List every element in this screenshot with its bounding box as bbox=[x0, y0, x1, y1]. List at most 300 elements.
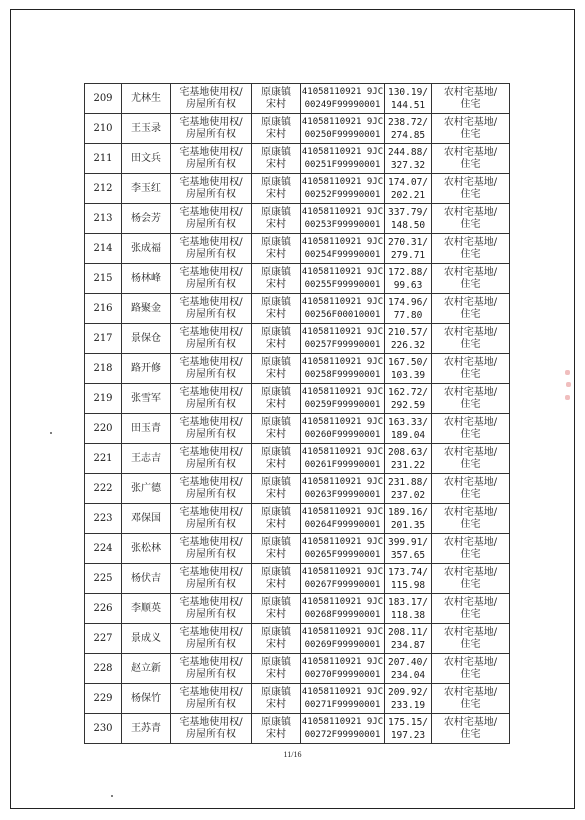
location-line: 宋村 bbox=[266, 608, 286, 620]
right-type-cell bbox=[171, 84, 252, 114]
area-value-line: 173.74/ bbox=[387, 566, 429, 578]
unit-code-line: 00271F99990001 bbox=[304, 699, 381, 710]
area-value-line: 163.33/ bbox=[387, 416, 429, 428]
area-value-line: 399.91/ bbox=[387, 536, 429, 548]
right-type-line: 宅基地使用权/ bbox=[179, 536, 243, 548]
location-line: 宋村 bbox=[266, 698, 286, 710]
location-line: 原康镇 bbox=[261, 356, 291, 368]
location-line: 原康镇 bbox=[261, 176, 291, 188]
land-use-cell bbox=[432, 354, 510, 384]
right-type-line: 房屋所有权 bbox=[186, 638, 236, 650]
area-value-line: 274.85 bbox=[390, 129, 426, 141]
right-type-line: 宅基地使用权/ bbox=[179, 206, 243, 218]
location-line: 宋村 bbox=[266, 458, 286, 470]
location-line: 宋村 bbox=[266, 368, 286, 380]
area-value-line: 208.63/ bbox=[387, 446, 429, 458]
right-type-cell bbox=[171, 624, 252, 654]
right-type-line: 宅基地使用权/ bbox=[179, 686, 243, 698]
area-value-line: 175.15/ bbox=[387, 716, 429, 728]
area-value-cell bbox=[385, 624, 432, 654]
land-use-line: 住宅 bbox=[460, 98, 481, 110]
unit-code-cell bbox=[301, 504, 385, 534]
table-row bbox=[85, 714, 510, 744]
land-use-cell bbox=[432, 204, 510, 234]
unit-code-line: 00255F99990001 bbox=[304, 279, 381, 290]
location-cell bbox=[252, 234, 301, 264]
table-row bbox=[85, 234, 510, 264]
location-cell bbox=[252, 444, 301, 474]
location-line: 宋村 bbox=[266, 548, 286, 560]
area-value-cell bbox=[385, 504, 432, 534]
table-row bbox=[85, 114, 510, 144]
unit-code-line: 00263F99990001 bbox=[304, 489, 381, 500]
table-row bbox=[85, 654, 510, 684]
right-type-line: 宅基地使用权/ bbox=[179, 356, 243, 368]
right-type-line: 房屋所有权 bbox=[186, 98, 236, 110]
unit-code-line: 00257F99990001 bbox=[304, 339, 381, 350]
location-line: 原康镇 bbox=[261, 416, 291, 428]
right-type-line: 宅基地使用权/ bbox=[179, 626, 243, 638]
right-type-line: 房屋所有权 bbox=[186, 728, 236, 740]
right-type-cell bbox=[171, 534, 252, 564]
land-use-cell bbox=[432, 654, 510, 684]
area-value-cell bbox=[385, 144, 432, 174]
row-number-cell: 215 bbox=[85, 264, 122, 294]
land-use-line: 农村宅基地/ bbox=[443, 476, 498, 488]
table-row bbox=[85, 204, 510, 234]
land-use-line: 住宅 bbox=[460, 728, 481, 740]
row-number-cell: 217 bbox=[85, 324, 122, 354]
owner-name-cell: 王苏青 bbox=[122, 714, 171, 744]
land-use-line: 住宅 bbox=[460, 488, 481, 500]
right-type-line: 房屋所有权 bbox=[186, 608, 236, 620]
owner-name-cell: 杨会芳 bbox=[122, 204, 171, 234]
unit-code-line: 00253F99990001 bbox=[304, 219, 381, 230]
right-type-line: 房屋所有权 bbox=[186, 338, 236, 350]
land-use-cell bbox=[432, 594, 510, 624]
row-number-cell: 229 bbox=[85, 684, 122, 714]
land-use-cell bbox=[432, 414, 510, 444]
area-value-line: 231.88/ bbox=[387, 476, 429, 488]
unit-code-line: 41058110921 9JC bbox=[301, 116, 384, 127]
location-line: 宋村 bbox=[266, 218, 286, 230]
area-value-line: 357.65 bbox=[390, 549, 426, 561]
right-type-line: 房屋所有权 bbox=[186, 518, 236, 530]
right-type-cell bbox=[171, 714, 252, 744]
area-value-line: 207.40/ bbox=[387, 656, 429, 668]
area-value-line: 202.21 bbox=[390, 189, 426, 201]
unit-code-line: 41058110921 9JC bbox=[301, 266, 384, 277]
unit-code-line: 00268F99990001 bbox=[304, 609, 381, 620]
unit-code-line: 00256F00010001 bbox=[304, 309, 381, 320]
location-cell bbox=[252, 204, 301, 234]
table-row bbox=[85, 504, 510, 534]
owner-name-cell: 杨林峰 bbox=[122, 264, 171, 294]
row-number-cell: 212 bbox=[85, 174, 122, 204]
land-use-line: 农村宅基地/ bbox=[443, 176, 498, 188]
land-use-line: 农村宅基地/ bbox=[443, 116, 498, 128]
area-value-line: 144.51 bbox=[390, 99, 426, 111]
table-row bbox=[85, 384, 510, 414]
land-use-cell bbox=[432, 474, 510, 504]
right-type-cell bbox=[171, 264, 252, 294]
unit-code-line: 41058110921 9JC bbox=[301, 326, 384, 337]
right-type-line: 房屋所有权 bbox=[186, 218, 236, 230]
area-value-cell bbox=[385, 354, 432, 384]
land-use-line: 住宅 bbox=[460, 668, 481, 680]
unit-code-cell bbox=[301, 264, 385, 294]
unit-code-line: 00261F99990001 bbox=[304, 459, 381, 470]
right-type-cell bbox=[171, 144, 252, 174]
location-line: 原康镇 bbox=[261, 596, 291, 608]
unit-code-line: 41058110921 9JC bbox=[301, 626, 384, 637]
land-use-cell bbox=[432, 534, 510, 564]
unit-code-cell bbox=[301, 204, 385, 234]
location-cell bbox=[252, 294, 301, 324]
unit-code-cell bbox=[301, 84, 385, 114]
owner-name-cell: 邓保国 bbox=[122, 504, 171, 534]
table-row bbox=[85, 324, 510, 354]
right-type-line: 宅基地使用权/ bbox=[179, 86, 243, 98]
right-type-line: 宅基地使用权/ bbox=[179, 566, 243, 578]
table-row bbox=[85, 354, 510, 384]
right-type-cell bbox=[171, 444, 252, 474]
land-use-cell bbox=[432, 714, 510, 744]
land-use-line: 农村宅基地/ bbox=[443, 686, 498, 698]
unit-code-line: 41058110921 9JC bbox=[301, 176, 384, 187]
right-type-line: 宅基地使用权/ bbox=[179, 146, 243, 158]
location-cell bbox=[252, 414, 301, 444]
unit-code-cell bbox=[301, 534, 385, 564]
location-line: 原康镇 bbox=[261, 536, 291, 548]
unit-code-line: 41058110921 9JC bbox=[301, 296, 384, 307]
table-row bbox=[85, 444, 510, 474]
land-use-cell bbox=[432, 294, 510, 324]
right-type-cell bbox=[171, 564, 252, 594]
area-value-cell bbox=[385, 654, 432, 684]
area-value-cell bbox=[385, 564, 432, 594]
location-line: 原康镇 bbox=[261, 656, 291, 668]
area-value-line: 201.35 bbox=[390, 519, 426, 531]
area-value-line: 130.19/ bbox=[387, 86, 429, 98]
area-value-line: 231.22 bbox=[390, 459, 426, 471]
area-value-line: 234.04 bbox=[390, 669, 426, 681]
right-type-line: 房屋所有权 bbox=[186, 308, 236, 320]
owner-name-cell: 杨保竹 bbox=[122, 684, 171, 714]
area-value-line: 103.39 bbox=[390, 369, 426, 381]
land-use-line: 住宅 bbox=[460, 128, 481, 140]
unit-code-line: 41058110921 9JC bbox=[301, 86, 384, 97]
table-row bbox=[85, 564, 510, 594]
area-value-line: 226.32 bbox=[390, 339, 426, 351]
unit-code-line: 00264F99990001 bbox=[304, 519, 381, 530]
location-cell bbox=[252, 624, 301, 654]
owner-name-cell: 李玉红 bbox=[122, 174, 171, 204]
registration-table bbox=[84, 83, 510, 744]
scan-speck bbox=[50, 432, 52, 434]
row-number-cell: 224 bbox=[85, 534, 122, 564]
right-type-line: 房屋所有权 bbox=[186, 158, 236, 170]
location-line: 宋村 bbox=[266, 578, 286, 590]
location-line: 原康镇 bbox=[261, 716, 291, 728]
owner-name-cell: 景成义 bbox=[122, 624, 171, 654]
location-cell bbox=[252, 264, 301, 294]
land-use-cell bbox=[432, 84, 510, 114]
right-type-line: 宅基地使用权/ bbox=[179, 116, 243, 128]
location-cell bbox=[252, 474, 301, 504]
land-use-cell bbox=[432, 114, 510, 144]
right-type-cell bbox=[171, 474, 252, 504]
location-line: 宋村 bbox=[266, 308, 286, 320]
land-use-line: 住宅 bbox=[460, 698, 481, 710]
land-use-line: 农村宅基地/ bbox=[443, 386, 498, 398]
area-value-cell bbox=[385, 324, 432, 354]
unit-code-cell bbox=[301, 234, 385, 264]
land-use-line: 住宅 bbox=[460, 278, 481, 290]
unit-code-cell bbox=[301, 444, 385, 474]
scan-speck bbox=[111, 795, 113, 797]
right-type-line: 房屋所有权 bbox=[186, 188, 236, 200]
unit-code-line: 00252F99990001 bbox=[304, 189, 381, 200]
unit-code-line: 41058110921 9JC bbox=[301, 236, 384, 247]
unit-code-line: 41058110921 9JC bbox=[301, 536, 384, 547]
unit-code-line: 41058110921 9JC bbox=[301, 656, 384, 667]
area-value-line: 237.02 bbox=[390, 489, 426, 501]
table-row bbox=[85, 414, 510, 444]
unit-code-cell bbox=[301, 564, 385, 594]
unit-code-line: 00265F99990001 bbox=[304, 549, 381, 560]
area-value-line: 77.80 bbox=[393, 309, 423, 321]
area-value-line: 183.17/ bbox=[387, 596, 429, 608]
unit-code-line: 41058110921 9JC bbox=[301, 356, 384, 367]
owner-name-cell: 路开修 bbox=[122, 354, 171, 384]
area-value-line: 118.38 bbox=[390, 609, 426, 621]
location-line: 宋村 bbox=[266, 428, 286, 440]
land-use-line: 住宅 bbox=[460, 308, 481, 320]
area-value-line: 279.71 bbox=[390, 249, 426, 261]
right-type-line: 宅基地使用权/ bbox=[179, 716, 243, 728]
area-value-cell bbox=[385, 174, 432, 204]
location-line: 原康镇 bbox=[261, 206, 291, 218]
location-cell bbox=[252, 714, 301, 744]
table-row bbox=[85, 594, 510, 624]
location-cell bbox=[252, 114, 301, 144]
unit-code-line: 00260F99990001 bbox=[304, 429, 381, 440]
page-number: 11/16 bbox=[283, 750, 302, 759]
unit-code-cell bbox=[301, 384, 385, 414]
unit-code-cell bbox=[301, 414, 385, 444]
table-row bbox=[85, 264, 510, 294]
area-value-cell bbox=[385, 444, 432, 474]
owner-name-cell: 田文兵 bbox=[122, 144, 171, 174]
area-value-line: 244.88/ bbox=[387, 146, 429, 158]
unit-code-line: 00249F99990001 bbox=[304, 99, 381, 110]
location-cell bbox=[252, 324, 301, 354]
land-use-cell bbox=[432, 564, 510, 594]
location-line: 原康镇 bbox=[261, 326, 291, 338]
right-type-line: 房屋所有权 bbox=[186, 368, 236, 380]
right-type-line: 宅基地使用权/ bbox=[179, 326, 243, 338]
owner-name-cell: 尤林生 bbox=[122, 84, 171, 114]
land-use-line: 农村宅基地/ bbox=[443, 356, 498, 368]
right-type-line: 房屋所有权 bbox=[186, 428, 236, 440]
location-line: 原康镇 bbox=[261, 386, 291, 398]
land-use-line: 农村宅基地/ bbox=[443, 416, 498, 428]
area-value-line: 327.32 bbox=[390, 159, 426, 171]
row-number-cell: 219 bbox=[85, 384, 122, 414]
area-value-line: 162.72/ bbox=[387, 386, 429, 398]
land-use-line: 农村宅基地/ bbox=[443, 656, 498, 668]
table-row bbox=[85, 84, 510, 114]
right-type-line: 房屋所有权 bbox=[186, 248, 236, 260]
land-use-line: 住宅 bbox=[460, 428, 481, 440]
right-type-line: 宅基地使用权/ bbox=[179, 506, 243, 518]
right-type-cell bbox=[171, 684, 252, 714]
right-type-line: 房屋所有权 bbox=[186, 128, 236, 140]
right-type-line: 宅基地使用权/ bbox=[179, 386, 243, 398]
location-line: 宋村 bbox=[266, 128, 286, 140]
land-use-line: 住宅 bbox=[460, 248, 481, 260]
land-use-line: 农村宅基地/ bbox=[443, 566, 498, 578]
row-number-cell: 222 bbox=[85, 474, 122, 504]
location-line: 宋村 bbox=[266, 668, 286, 680]
area-value-cell bbox=[385, 714, 432, 744]
row-number-cell: 213 bbox=[85, 204, 122, 234]
row-number-cell: 218 bbox=[85, 354, 122, 384]
land-use-line: 住宅 bbox=[460, 338, 481, 350]
unit-code-cell bbox=[301, 684, 385, 714]
owner-name-cell: 王玉录 bbox=[122, 114, 171, 144]
location-line: 原康镇 bbox=[261, 86, 291, 98]
unit-code-line: 00258F99990001 bbox=[304, 369, 381, 380]
unit-code-cell bbox=[301, 114, 385, 144]
location-line: 原康镇 bbox=[261, 566, 291, 578]
land-use-line: 住宅 bbox=[460, 188, 481, 200]
unit-code-line: 00272F99990001 bbox=[304, 729, 381, 740]
land-use-cell bbox=[432, 624, 510, 654]
location-line: 宋村 bbox=[266, 188, 286, 200]
table-body bbox=[85, 84, 510, 744]
location-line: 宋村 bbox=[266, 398, 286, 410]
right-type-line: 房屋所有权 bbox=[186, 488, 236, 500]
right-type-line: 宅基地使用权/ bbox=[179, 596, 243, 608]
location-cell bbox=[252, 564, 301, 594]
land-use-cell bbox=[432, 264, 510, 294]
location-line: 原康镇 bbox=[261, 626, 291, 638]
right-type-line: 房屋所有权 bbox=[186, 698, 236, 710]
right-type-line: 宅基地使用权/ bbox=[179, 656, 243, 668]
area-value-line: 172.88/ bbox=[387, 266, 429, 278]
table-row bbox=[85, 534, 510, 564]
land-use-line: 住宅 bbox=[460, 638, 481, 650]
land-use-line: 住宅 bbox=[460, 218, 481, 230]
right-type-line: 宅基地使用权/ bbox=[179, 476, 243, 488]
row-number-cell: 221 bbox=[85, 444, 122, 474]
row-number-cell: 225 bbox=[85, 564, 122, 594]
row-number-cell: 214 bbox=[85, 234, 122, 264]
stamp-fragment bbox=[565, 370, 571, 410]
location-line: 原康镇 bbox=[261, 686, 291, 698]
area-value-line: 197.23 bbox=[390, 729, 426, 741]
land-use-line: 农村宅基地/ bbox=[443, 266, 498, 278]
right-type-cell bbox=[171, 324, 252, 354]
unit-code-cell bbox=[301, 624, 385, 654]
location-cell bbox=[252, 654, 301, 684]
unit-code-line: 41058110921 9JC bbox=[301, 446, 384, 457]
location-cell bbox=[252, 384, 301, 414]
area-value-cell bbox=[385, 414, 432, 444]
location-line: 宋村 bbox=[266, 518, 286, 530]
area-value-line: 292.59 bbox=[390, 399, 426, 411]
owner-name-cell: 李顺英 bbox=[122, 594, 171, 624]
unit-code-cell bbox=[301, 354, 385, 384]
right-type-cell bbox=[171, 504, 252, 534]
area-value-line: 189.16/ bbox=[387, 506, 429, 518]
row-number-cell: 230 bbox=[85, 714, 122, 744]
land-use-line: 住宅 bbox=[460, 578, 481, 590]
right-type-cell bbox=[171, 294, 252, 324]
row-number-cell: 226 bbox=[85, 594, 122, 624]
right-type-line: 宅基地使用权/ bbox=[179, 416, 243, 428]
area-value-cell bbox=[385, 264, 432, 294]
area-value-cell bbox=[385, 234, 432, 264]
land-use-line: 住宅 bbox=[460, 368, 481, 380]
unit-code-line: 41058110921 9JC bbox=[301, 416, 384, 427]
right-type-cell bbox=[171, 384, 252, 414]
area-value-line: 238.72/ bbox=[387, 116, 429, 128]
area-value-line: 337.79/ bbox=[387, 206, 429, 218]
right-type-line: 房屋所有权 bbox=[186, 578, 236, 590]
table-row bbox=[85, 684, 510, 714]
location-line: 宋村 bbox=[266, 158, 286, 170]
area-value-cell bbox=[385, 294, 432, 324]
unit-code-line: 00259F99990001 bbox=[304, 399, 381, 410]
right-type-cell bbox=[171, 594, 252, 624]
land-use-cell bbox=[432, 504, 510, 534]
area-value-line: 208.11/ bbox=[387, 626, 429, 638]
row-number-cell: 209 bbox=[85, 84, 122, 114]
land-use-cell bbox=[432, 444, 510, 474]
unit-code-line: 00270F99990001 bbox=[304, 669, 381, 680]
location-line: 原康镇 bbox=[261, 446, 291, 458]
unit-code-line: 41058110921 9JC bbox=[301, 386, 384, 397]
land-use-cell bbox=[432, 684, 510, 714]
land-use-line: 住宅 bbox=[460, 608, 481, 620]
area-value-line: 174.07/ bbox=[387, 176, 429, 188]
row-number-cell: 220 bbox=[85, 414, 122, 444]
unit-code-line: 41058110921 9JC bbox=[301, 146, 384, 157]
location-line: 宋村 bbox=[266, 98, 286, 110]
right-type-cell bbox=[171, 354, 252, 384]
unit-code-line: 00251F99990001 bbox=[304, 159, 381, 170]
unit-code-line: 41058110921 9JC bbox=[301, 476, 384, 487]
area-value-line: 189.04 bbox=[390, 429, 426, 441]
owner-name-cell: 张广德 bbox=[122, 474, 171, 504]
unit-code-cell bbox=[301, 654, 385, 684]
owner-name-cell: 张成福 bbox=[122, 234, 171, 264]
right-type-line: 宅基地使用权/ bbox=[179, 296, 243, 308]
row-number-cell: 216 bbox=[85, 294, 122, 324]
area-value-line: 99.63 bbox=[393, 279, 423, 291]
area-value-line: 174.96/ bbox=[387, 296, 429, 308]
owner-name-cell: 王志吉 bbox=[122, 444, 171, 474]
land-use-line: 农村宅基地/ bbox=[443, 206, 498, 218]
right-type-cell bbox=[171, 234, 252, 264]
unit-code-cell bbox=[301, 594, 385, 624]
area-value-cell bbox=[385, 684, 432, 714]
location-line: 宋村 bbox=[266, 728, 286, 740]
area-value-cell bbox=[385, 594, 432, 624]
